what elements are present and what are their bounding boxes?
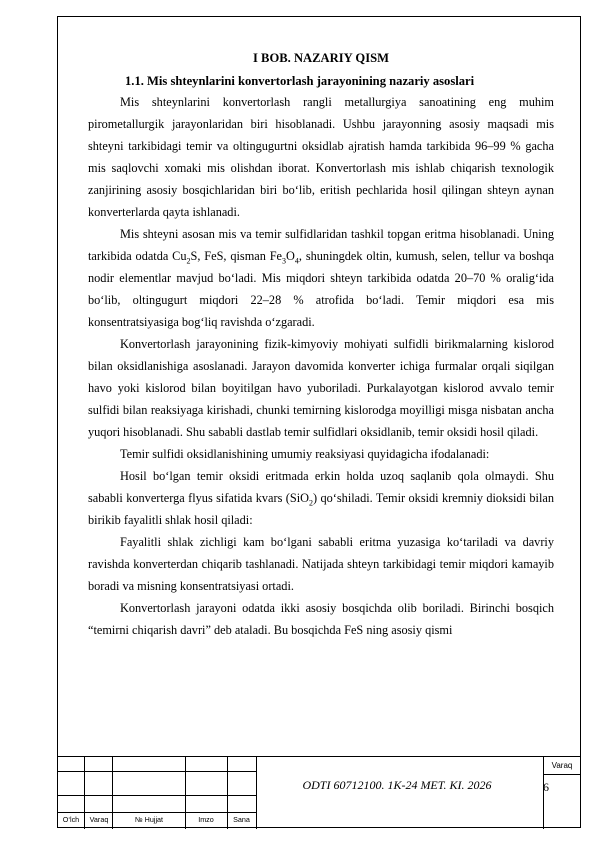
column-hujjat: № Hujjat [134,815,164,824]
sheet-label: Varaq [551,761,573,770]
paragraph-4: Temir sulfidi oksidlanishining umumiy reaksiyasi quyidagicha ifodalanadi: [120,447,490,461]
paragraph-3: Konvertorlash jarayonining fizik-kimyoviy mohiyati sulfidli birikmalarning kislorod bilan oksidlanishiga asoslanadi. Jarayon davomida konverter ichiga furmalar orqali siqilgan havo yoki kislorod bilan boyitilgan havo yuboriladi. Purkalayotgan kislorod avvalo temir sulfidi bilan reaksiyaga kirishadi, chunki temirning kislorodga moyilligi misga nisbatan ancha yuqori hisoblanadi. Shu sababli dastlab temir sulfidlari oksidlanib, temir oksidi hosil qiladi. [88,337,554,439]
column-imzo: Imzo [198,815,214,824]
paragraph-5: Hosil bo‘lgan temir oksidi eritmada erkin holda uzoq saqlanib qola olmaydi. Shu sababli konverterga flyus sifatida kvars (SiO$_2$) qo‘shiladi. Temir oksidi kremniy dioksidi bilan birikib fayalitli shlak hosil qiladi: [88,469,554,527]
paragraph-2: Mis shteyni asosan mis va temir sulfidlaridan tashkil topgan eritma hisoblanadi. Uning tarkibida odatda $Cu_2S$, FeS, qisman $Fe_3O_4$, shuningdek oltin, kumush, selen, tellur va boshqa nodir elementlar mavjud bo‘ladi. Mis miqdori shteyn tarkibida odatda 20–70 % oralig‘ida bo‘lib, oltingugurt miqdori 22–28 % atrofida bo‘ladi. Temir miqdori esa mis konsentratsiyasiga bog‘liq ravishda o‘zgaradi. [88,227,555,329]
column-olch: O‘lch [62,815,80,824]
document-body [88,50,554,641]
section-heading: 1.1. Mis shteynlarini konvertorlash jarayonining nazariy asoslari [125,74,475,88]
paragraph-1: Mis shteynlarini konvertorlash rangli metallurgiya sanoatining eng muhim pirometallurgik jarayonlaridan biri hisoblanadi. Ushbu jarayonning asosiy maqsadi mis shteyni tarkibidagi temir va oltingugurtni oksidlab ajratish hamda tarkibida 96–99 % gacha mis saqlovchi xomaki mis olishdan iborat. Konvertorlash mis ishlab chiqarish texnologik zanjirining asosiy bosqichlaridan biri bo‘lib, eritish pechlarida hosil qilingan shteyn aynan konverterlarda qayta ishlanadi. [88,95,554,219]
column-sana: Sana [233,815,250,824]
paragraph-6: Fayalitli shlak zichligi kam bo‘lgani sababli eritma yuzasiga ko‘tariladi va davriy ravishda konverterdan chiqarib tashlanadi. Natijada shteyn tarkibidagi temir miqdori kamayib boradi va misning konsentratsiyasi ortadi. [88,535,554,593]
chapter-heading: I BOB. NAZARIY QISM [253,51,389,65]
page-number: 6 [543,780,549,794]
document-code: ODTI 60712100. 1K-24 MET. KI. 2026 [302,778,492,792]
paragraph-7: Konvertorlash jarayoni odatda ikki asosiy bosqichda olib boriladi. Birinchi bosqich “temirni chiqarish davri” deb ataladi. Bu bosqichda FeS ning asosiy qismi [88,601,554,637]
column-varaq: Varaq [89,815,109,824]
